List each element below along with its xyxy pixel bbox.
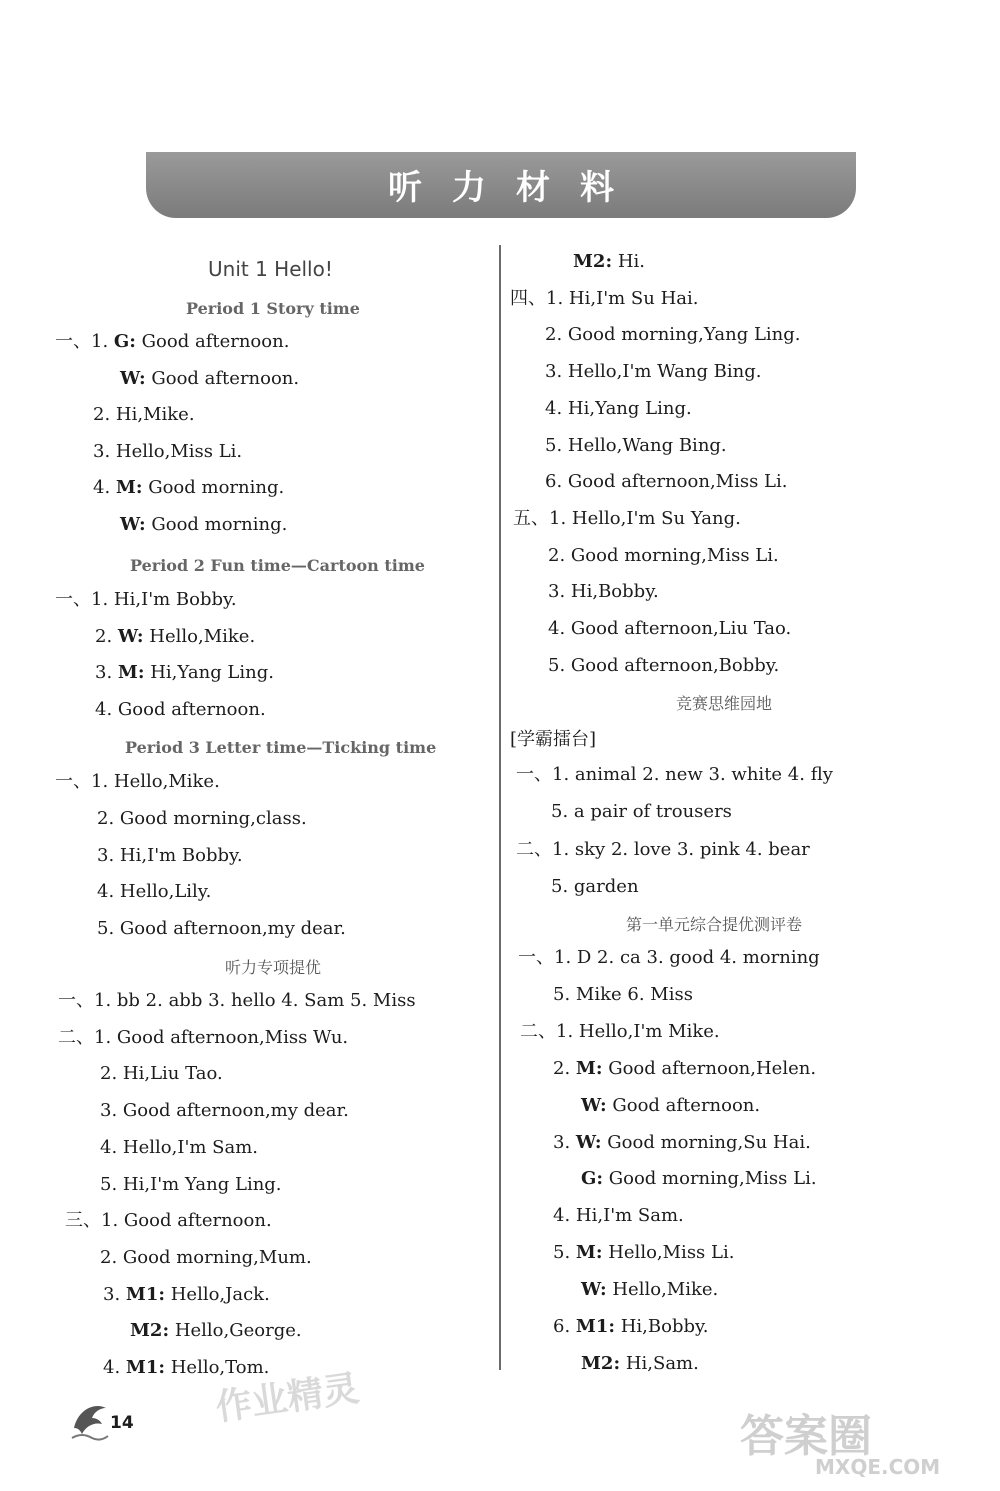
period-heading: Period 1 Story time	[186, 299, 360, 318]
speaker-label: M1:	[125, 1357, 165, 1378]
item-number: 二、1.	[520, 1020, 579, 1042]
item-number: 3.	[553, 1131, 576, 1153]
item-number: 6.	[553, 1316, 576, 1337]
answer-text: Hi,I'm Sam.	[575, 1205, 684, 1227]
page-title: 听力材料	[388, 168, 644, 208]
item-number: 一、1.	[55, 331, 114, 352]
answer-line	[65, 1210, 272, 1232]
answer-text: Hello,Tom.	[165, 1357, 270, 1378]
speaker-label: M:	[117, 662, 145, 684]
item-number: 2.	[100, 1063, 123, 1085]
item-number: 3.	[97, 844, 120, 866]
item-number: 3.	[95, 662, 118, 684]
answer-text: Good afternoon,Helen.	[602, 1057, 817, 1079]
item-number: 5.	[551, 875, 574, 897]
answer-line	[545, 435, 727, 457]
answer-text: Hi,Yang Ling.	[144, 662, 274, 684]
answer-line	[581, 1095, 760, 1117]
page-number: 14	[110, 1413, 134, 1433]
answer-line	[97, 918, 346, 940]
speaker-label: M1:	[575, 1316, 615, 1337]
item-number: 3.	[548, 581, 571, 603]
answer-text: Good morning.	[145, 514, 288, 535]
answer-text: Good afternoon,Liu Tao.	[570, 618, 792, 639]
answer-text: Good morning.	[142, 477, 285, 499]
answer-text: Hello,Miss Li.	[115, 440, 243, 462]
speaker-label: W:	[581, 1094, 607, 1116]
speaker-label: M:	[575, 1242, 603, 1264]
answer-text: Good afternoon,my dear.	[119, 918, 346, 940]
answer-line	[548, 545, 779, 567]
answer-text: Hi,I'm Su Hai.	[568, 287, 699, 309]
answer-line	[545, 361, 762, 383]
speaker-label: W:	[575, 1131, 602, 1153]
speaker-label: W:	[581, 1279, 607, 1301]
item-number: 2.	[545, 324, 568, 346]
answer-line	[100, 1247, 312, 1269]
answer-text: Hi,I'm Yang Ling.	[122, 1173, 282, 1195]
answer-line	[545, 471, 787, 493]
answer-line	[581, 1353, 699, 1375]
answer-text: D 2. ca 3. good 4. morning	[576, 947, 820, 968]
answer-line	[95, 662, 274, 684]
speaker-label: W:	[117, 625, 144, 647]
answer-line	[548, 655, 779, 677]
answer-text: Hello,I'm Mike.	[578, 1020, 720, 1042]
answer-line	[551, 876, 639, 898]
item-number: 5.	[545, 434, 568, 456]
item-number: 4.	[93, 477, 116, 499]
item-number: 3.	[93, 440, 116, 462]
answer-line	[545, 398, 692, 420]
speaker-label: W:	[120, 367, 146, 389]
answer-text: Good afternoon.	[145, 367, 300, 389]
answer-text: Good afternoon,Bobby.	[570, 654, 780, 676]
answer-line	[58, 1027, 348, 1049]
speaker-label: M:	[115, 477, 143, 499]
item-number: 2.	[548, 544, 571, 566]
item-number: 二、1.	[58, 1026, 117, 1048]
answer-text: Good afternoon.	[123, 1210, 272, 1232]
item-number: 2.	[100, 1246, 123, 1268]
answer-line	[516, 839, 810, 861]
answer-text: Hi,Bobby.	[570, 581, 659, 603]
item-number: 4.	[95, 698, 118, 720]
answer-text: Hi,Bobby.	[615, 1316, 709, 1337]
answer-line	[553, 1058, 816, 1080]
watermark: MXQE.COM	[815, 1455, 941, 1479]
answer-line	[553, 1316, 709, 1338]
answer-line	[520, 1021, 720, 1043]
answer-text: Hello,Wang Bing.	[567, 434, 727, 456]
answer-line	[573, 251, 645, 273]
answer-line	[581, 1279, 718, 1301]
answer-line	[100, 1137, 258, 1159]
watermark: 答案圈	[740, 1411, 872, 1462]
item-number: 一、1.	[55, 589, 114, 610]
item-number: 四、1.	[510, 287, 569, 309]
answer-text: Hello,I'm Su Yang.	[571, 507, 741, 529]
answer-line	[93, 477, 284, 499]
answer-line	[103, 1284, 270, 1306]
item-number: 5.	[553, 983, 576, 1005]
answer-text: Hello,Mike.	[143, 625, 256, 647]
answer-text: Good morning,Miss Li.	[603, 1168, 817, 1190]
item-number: 4.	[103, 1357, 126, 1378]
item-number: 2.	[93, 404, 116, 426]
item-number: 2.	[95, 625, 118, 647]
item-number: 3.	[103, 1283, 126, 1305]
answer-line	[55, 331, 289, 353]
answer-line	[93, 441, 242, 463]
section-heading: 竞赛思维园地	[676, 694, 773, 713]
item-number: 5.	[100, 1173, 123, 1195]
answer-line	[510, 288, 698, 310]
item-number: 4.	[545, 397, 568, 419]
answer-text: Hello,I'm Sam.	[122, 1136, 259, 1158]
answer-line	[100, 1174, 282, 1196]
speaker-label: M2:	[130, 1320, 170, 1342]
speaker-label: M:	[575, 1057, 603, 1079]
answer-text: Hello,Mike.	[113, 771, 220, 792]
answer-line	[516, 764, 833, 786]
item-number: 三、1.	[65, 1210, 124, 1232]
answer-text: Hello,Jack.	[165, 1283, 270, 1305]
answer-text: Good afternoon,my dear.	[122, 1100, 349, 1122]
answer-text: Hello,I'm Wang Bing.	[567, 361, 762, 383]
answer-text: Good morning,Mum.	[122, 1246, 312, 1268]
unit-title: Unit 1 Hello!	[208, 257, 333, 281]
answer-line	[551, 801, 732, 823]
item-number: 2.	[553, 1057, 576, 1079]
bracket-heading: [学霸擂台]	[510, 729, 597, 750]
item-number: 6.	[545, 471, 568, 493]
period-heading: Period 2 Fun time—Cartoon time	[130, 556, 425, 575]
answer-line	[97, 808, 307, 830]
speaker-label: M2:	[573, 251, 613, 272]
answer-line	[130, 1320, 302, 1342]
item-number: 4.	[100, 1136, 123, 1158]
answer-text: animal 2. new 3. white 4. fly	[574, 764, 833, 785]
watermark: 作业精灵	[213, 1368, 362, 1429]
speaker-label: G:	[113, 331, 136, 352]
answer-text: Good morning,Su Hai.	[601, 1131, 811, 1153]
answer-text: Hello,George.	[169, 1320, 302, 1342]
answer-text: Good afternoon.	[606, 1094, 761, 1116]
answer-line	[553, 1242, 734, 1264]
answer-text: Mike 6. Miss	[575, 983, 693, 1005]
item-number: 一、1.	[55, 771, 114, 792]
answer-text: Hi,I'm Bobby.	[113, 589, 237, 610]
answer-line	[120, 514, 287, 536]
speaker-label: W:	[120, 514, 146, 535]
answer-line	[553, 1205, 684, 1227]
answer-text: Hello,Mike.	[606, 1279, 719, 1301]
item-number: 二、1.	[516, 838, 575, 860]
item-number: 5.	[553, 1242, 576, 1264]
answer-line	[55, 589, 237, 611]
answer-text: Hi,Sam.	[620, 1352, 699, 1374]
answer-text: Hi.	[612, 251, 645, 272]
answer-text: Hello,Miss Li.	[602, 1242, 735, 1264]
item-number: 一、1.	[58, 990, 117, 1011]
item-number: 一、1.	[518, 947, 577, 968]
answer-line	[545, 324, 801, 346]
column-divider	[499, 245, 501, 1370]
item-number: 五、1.	[513, 507, 572, 529]
answer-text: Good afternoon,Miss Li.	[567, 471, 788, 493]
answer-line	[97, 881, 211, 903]
answer-line	[548, 581, 659, 603]
speaker-label: M1:	[125, 1283, 165, 1305]
answer-text: sky 2. love 3. pink 4. bear	[574, 838, 810, 860]
speaker-label: M2:	[581, 1352, 621, 1374]
answer-line	[548, 618, 791, 640]
answer-line	[58, 990, 416, 1012]
item-number: 5.	[551, 801, 574, 823]
answer-line	[100, 1100, 349, 1122]
section-heading: 第一单元综合提优测评卷	[626, 915, 803, 934]
period-heading: Period 3 Letter time—Ticking time	[125, 738, 437, 757]
item-number: 一、1.	[516, 764, 575, 785]
answer-line	[120, 368, 299, 390]
answer-line	[581, 1168, 817, 1190]
answer-line	[513, 508, 741, 530]
dolphin-logo-icon	[70, 1398, 110, 1442]
answer-text: Good afternoon,Miss Wu.	[116, 1026, 349, 1048]
item-number: 5.	[548, 654, 571, 676]
answer-line	[55, 771, 220, 793]
item-number: 4.	[97, 881, 120, 903]
answer-text: Hi,Yang Ling.	[567, 397, 692, 419]
answer-text: Good afternoon.	[117, 698, 266, 720]
speaker-label: G:	[581, 1168, 604, 1190]
answer-line	[553, 1132, 811, 1154]
answer-line	[95, 626, 255, 648]
answer-text: Hi,Liu Tao.	[122, 1063, 223, 1085]
answer-text: Good afternoon.	[135, 331, 290, 352]
item-number: 4.	[553, 1205, 576, 1227]
answer-text: garden	[573, 875, 639, 897]
item-number: 2.	[97, 807, 120, 829]
answer-text: Good morning,class.	[119, 807, 307, 829]
answer-line	[518, 947, 820, 969]
answer-text: bb 2. abb 3. hello 4. Sam 5. Miss	[116, 990, 416, 1011]
section-heading: 听力专项提优	[225, 958, 322, 977]
answer-line	[100, 1063, 223, 1085]
answer-text: Hello,Lily.	[119, 881, 212, 903]
answer-line	[97, 845, 243, 867]
answer-text: Hi,Mike.	[115, 404, 195, 426]
answer-text: Good morning,Yang Ling.	[567, 324, 801, 346]
answer-line	[95, 699, 266, 721]
answer-text: Hi,I'm Bobby.	[119, 844, 243, 866]
answer-line	[553, 984, 693, 1006]
item-number: 3.	[545, 361, 568, 383]
item-number: 5.	[97, 918, 120, 940]
item-number: 4.	[548, 618, 571, 639]
answer-text: Good morning,Miss Li.	[570, 544, 779, 566]
answer-text: a pair of trousers	[573, 801, 732, 823]
item-number: 3.	[100, 1100, 123, 1122]
answer-line	[93, 404, 195, 426]
